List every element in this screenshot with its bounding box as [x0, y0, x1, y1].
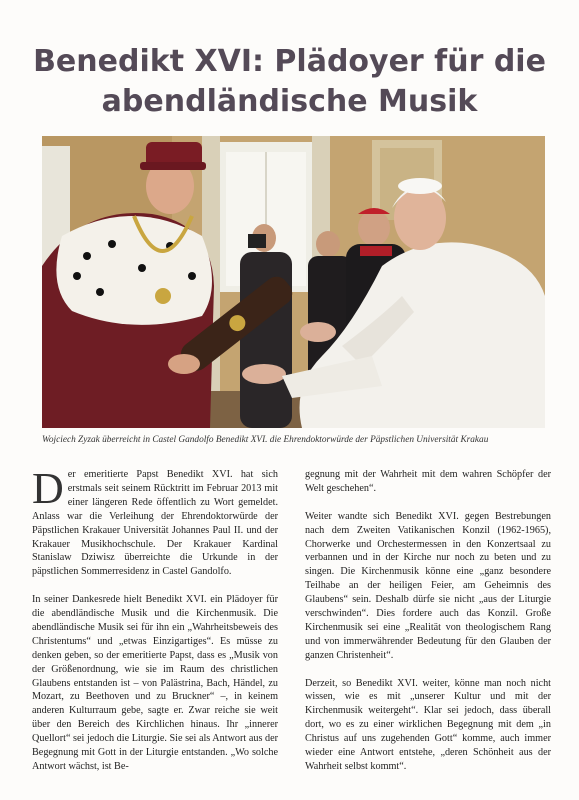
paragraph-intro-text: er emeritierte Papst Benedikt XVI. hat sich erstmals seit seinem Rücktritt im Februar 2013 mit einer längeren Rede öffentlich zu Wort gemeldet. Anlass war die Verleihung der Ehrendoktorwürde der Päpstlichen Krakauer Universität Johannes Paul II. und der Krakauer Musikhochschule. Der Krakauer Kardinal Stanislaw Dziwisz überreichte die Urkunde in der päpstlichen Sommerresidenz in Castel Gandolfo.: [32, 469, 278, 578]
paragraph-intro: [32, 464, 278, 579]
drop-cap: D: [32, 464, 64, 513]
title-line-1: Benedikt XVI: Plädoyer für die: [33, 44, 546, 79]
article-column-left: [32, 464, 278, 788]
photo-caption: Wojciech Zyzak überreicht in Castel Gandolfo Benedikt XVI. die Ehrendoktorwürde der Päpstlichen Universität Krakau: [42, 435, 489, 445]
paragraph-continued: gegnung mit der Wahrheit mit dem wahren Schöpfer der Welt geschehen“.: [305, 469, 551, 494]
article-column-right: [305, 468, 551, 788]
title-line-2: abendländische Musik: [101, 84, 478, 119]
article-photo: [42, 136, 545, 428]
paragraph-speech: In seiner Dankesrede hielt Benedikt XVI. ein Plädoyer für die abendländische Musik und die Kirchenmusik. Die abendländische Musik sei für ihn ein „Wahrheitsbeweis des Christentums“ und „etwas Einzigartiges“. Es müsse zu denken geben, so der emeritierte Papst, dass es „Musik von der Größenordnung, wie sie im Raum des christlichen Glaubens entstanden ist – von Palästrina, Bach, Händel, zu Mozart, zu Beethoven und zu Bruckner“ –, in keinem anderen Kulturraum gebe, sagte er. Zwar reiche sie weit über den Bereich des Kirchlichen hinaus. Ihr „innerer Quellort“ sei jedoch die Liturgie. Sie sei als Antwort aus der Begegnung mit Gott in der Liturgie entstanden. „Wo solche Antwort wächst, ist Be-: [32, 594, 278, 773]
paragraph-culture: Derzeit, so Benedikt XVI. weiter, könne man noch nicht wissen, wie es mit „unserer Kultur und mit der Kirchenmusik weitergeht“. Klar sei jedoch, dass überall dort, wo es zu einer wirklichen Begegnung mit dem „in Christus auf uns zugehenden Gott“ komme, auch immer wieder eine Antwort entstehe, „deren Schönheit aus der Wahrheit selbst kommt“.: [305, 677, 551, 772]
paragraph-council: Weiter wandte sich Benedikt XVI. gegen Bestrebungen nach dem Zweiten Vatikanischen Konzil (1962-1965), Chorwerke und Orchestermessen in den Konzertsaal zu verbannen und in der Kirche nur noch zu beten und zu singen. Die Kirchenmusik könne eine „ganz besondere Teilhabe an der heiligen Feier, am Geheimnis des Glaubens“ sein. Deshalb dürfe sie nicht „aus der Liturgie verschwinden“. Dies fordere auch das Konzil. Große Kirchenmusik sei eine „Realität von theologischem Rang und von immerwährender Bedeutung für den Glauben der ganzen Christenheit“.: [305, 510, 551, 661]
article-title: [0, 42, 579, 122]
photo-illustration: [42, 136, 545, 428]
